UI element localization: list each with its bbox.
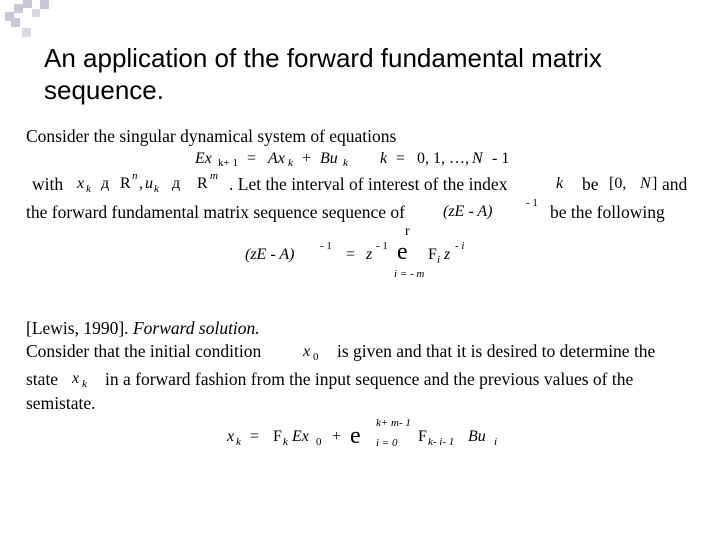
eq3-sum-bottom: i = 0	[376, 437, 398, 449]
eq1-range: 0, 1, …,	[417, 150, 469, 167]
eq3-ex0: Ex	[292, 428, 309, 445]
eq3-equals: =	[250, 428, 260, 445]
eq2-equals: =	[346, 246, 356, 263]
p1-text: Consider that the initial condition	[26, 341, 262, 361]
eq1-equals-2: =	[396, 150, 406, 167]
uk-sub: k	[154, 183, 159, 195]
sum-symbol: e	[350, 423, 361, 449]
eq2-z: z	[366, 246, 373, 263]
k-symbol: k	[556, 175, 564, 192]
eq1-lhs-sub: k+ 1	[218, 157, 238, 169]
x0-sub: 0	[313, 351, 319, 363]
xk-symbol: x	[72, 370, 80, 387]
sum-symbol: e	[397, 239, 408, 265]
interval-n: N	[640, 175, 651, 192]
xk-sub: k	[86, 183, 91, 195]
deco-square	[22, 28, 31, 37]
xk-sub: k	[82, 378, 87, 390]
eq2-phi: F	[428, 246, 437, 263]
eq1-ax-sub: k	[288, 157, 293, 169]
x0-symbol: x	[303, 343, 311, 360]
reference-title: Forward solution.	[132, 318, 260, 338]
eq1-minus-one: - 1	[492, 150, 510, 167]
interval-open: [0,	[609, 175, 627, 192]
paragraph-line-3: semistate.	[26, 393, 96, 413]
eq2-sum-bottom: i = - m	[394, 268, 425, 280]
eq3-phi2-sub: k- i- 1	[428, 436, 455, 448]
eq3-plus: +	[332, 428, 342, 445]
reference-line	[26, 318, 260, 338]
eq2-z2-sup: - i	[455, 240, 465, 252]
eq3-ex0-sub: 0	[316, 436, 322, 448]
and-text: and	[662, 174, 688, 194]
eq2-phi-sub: i	[437, 254, 441, 266]
eq1-bu: Bu	[320, 150, 338, 167]
eq3-xk: x	[227, 428, 235, 445]
slide-title: An application of the forward fundamental matrix sequence.	[44, 43, 602, 105]
eq3-phi: F	[273, 428, 282, 445]
eq1-k: k	[380, 150, 388, 167]
line4-text: the forward fundamental matrix sequence sequence of	[26, 202, 406, 222]
be-text: be	[582, 174, 599, 194]
eq1-lhs: Ex	[195, 150, 212, 167]
eq3-bu: Bu	[468, 428, 486, 445]
eq2-lhs: (zE - A)	[245, 246, 295, 263]
reals-symbol: R	[197, 175, 208, 192]
eq2-lhs-sup: - 1	[320, 240, 332, 252]
eq3-xk-sub: k	[236, 436, 241, 448]
rn-sup: n	[132, 170, 138, 182]
element-of-symbol: д	[172, 175, 181, 192]
p1-tail: is given and that it is desired to determine the	[337, 341, 656, 361]
line4-expr: (zE - A)	[443, 203, 493, 220]
deco-square	[23, 0, 32, 8]
reals-symbol: R	[120, 175, 131, 192]
intro-line-1: Consider the singular dynamical system of equations	[26, 126, 397, 146]
eq1-n: N	[472, 150, 483, 167]
uk-symbol: u	[145, 175, 153, 192]
element-of-symbol: д	[101, 175, 110, 192]
xk-symbol: x	[77, 175, 85, 192]
eq1-ax: Ax	[268, 150, 285, 167]
p2-head: state	[26, 369, 59, 389]
p2-tail: in a forward fashion from the input sequence and the previous values of the	[105, 369, 634, 389]
line4-tail: be the following	[550, 202, 665, 222]
eq3-phi-sub: k	[283, 436, 288, 448]
let-text: . Let the interval of interest of the index	[229, 174, 508, 194]
reference-citation: [Lewis, 1990].	[26, 318, 133, 338]
eq1-equals: =	[247, 150, 257, 167]
eq3-phi2: F	[418, 428, 427, 445]
line4-sup: - 1	[526, 197, 538, 209]
eq2-z-sup: - 1	[376, 240, 388, 252]
eq3-sum-top: k+ m- 1	[376, 417, 411, 429]
rm-sup: m	[210, 170, 218, 182]
deco-square	[11, 18, 20, 27]
eq1-bu-sub: k	[343, 157, 348, 169]
deco-square	[14, 4, 23, 13]
with-text: with	[32, 174, 64, 194]
eq3-bu-sub: i	[494, 436, 498, 448]
eq2-sum-top: r	[405, 224, 410, 239]
eq1-plus: +	[302, 150, 312, 167]
deco-square	[32, 9, 40, 17]
deco-square	[40, 0, 49, 9]
interval-close: ]	[652, 175, 658, 192]
eq2-z2: z	[444, 246, 451, 263]
comma: ,	[139, 175, 143, 192]
